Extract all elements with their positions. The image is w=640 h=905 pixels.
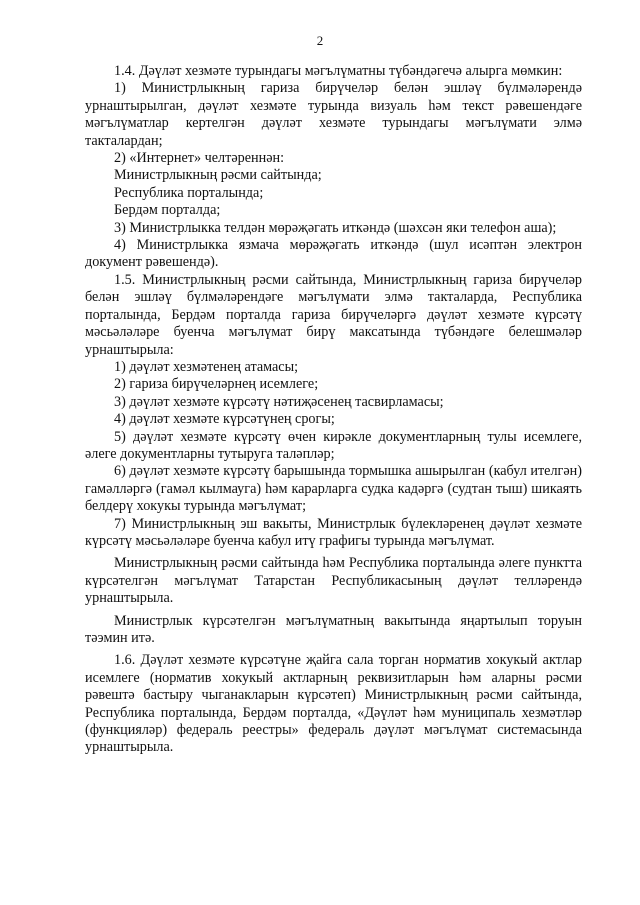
list-item-official-site: Министрлыкның рәсми сайтында;: [114, 167, 322, 184]
info-item-4: 4) дәүләт хезмәте күрсәтүнең срогы;: [114, 411, 335, 428]
info-item-5: 5) дәүләт хезмәте күрсәтү өчен кирәкле документларның тулы исемлеге, әлеге документларны тутыруга таләпләр;: [85, 428, 582, 462]
paragraph-1-6: 1.6. Дәүләт хезмәте күрсәтүне җайга сала торган норматив хокукый актлар исемлеге (норматив хокукый актларның реквизитларын һәм аларны рәсми рәвештә бастыру чыганакларын күрсәтеп) Министрлыкның рәсми сайтында, Республика порталында, Бердәм порталда, «Дәүләт һәм муниципаль хезмәтләр (функцияләр) федераль реестры» федераль дәүләт мәгълүмат системасында урнаштырыла.: [85, 652, 582, 756]
list-item-3: 3) Министрлыкка телдән мөрәҗәгать иткәндә (шәхсән яки телефон аша);: [114, 219, 557, 236]
page-number: 2: [316, 33, 324, 48]
document-body: [85, 63, 582, 757]
list-item-4: 4) Министрлыкка язмача мөрәҗәгать иткәндә (шул исәптән электрон документ рәвешендә).: [85, 237, 582, 271]
paragraph-1-5: 1.5. Министрлыкның рәсми сайтында, Министрлыкның гариза бирүчеләр белән эшләү бүлмәләрендәге мәгълүмати элмә такталарда, Республика порталында, Бердәм порталда гариза бирүчеләргә дәүләт хезмәте күрсәтү мәсьәләләре буенча мәгълүмат бирү максатында түбәндәге белешмәләр урнаштырыла:: [85, 271, 582, 358]
info-item-1: 1) дәүләт хезмәтенең атамасы;: [114, 358, 299, 375]
paragraph-1-4: 1.4. Дәүләт хезмәте турындагы мәгълүматны түбәндәгечә алырга мөмкин:: [114, 63, 563, 79]
info-item-3: 3) дәүләт хезмәте күрсәтү нәтиҗәсенең тасвирламасы;: [114, 393, 444, 410]
info-item-7: 7) Министрлыкның эш вакыты, Министрлык бүлекләренең дәүләт хезмәте күрсәтү мәсьәләләре буенча кабул итү графигы турында мәгълүмат.: [85, 515, 582, 549]
info-item-6: 6) дәүләт хезмәте күрсәтү барышында тормышка ашырылган (кабул ителгән) гамәлләргә (гамәл кылмауга) һәм карарларга судка кадәргә (судтан тыш) шикаять белдерү хокукы турында мәгълүмат;: [85, 463, 582, 515]
list-item-2: 2) «Интернет» челтәреннән:: [114, 150, 285, 167]
paragraph-updates: Министрлык күрсәтелгән мәгълүматның вакытында яңартылып торуын тәэмин итә.: [85, 612, 582, 646]
list-item-1: 1) Министрлыкның гариза бирүчеләр белән эшләү бүлмәләрендә урнаштырылган, дәүләт хезмәте турында визуаль һәм текст рәвешендәге мәгълүматлар кертелгән дәүләт хезмәте турындагы мәгълүмати элмә такталардан;: [85, 80, 582, 149]
info-item-2: 2) гариза бирүчеләрнең исемлеге;: [114, 376, 319, 393]
paragraph-state-languages: Министрлыкның рәсми сайтында һәм Республика порталында әлеге пунктта күрсәтелгән мәгълүмат Татарстан Республикасының дәүләт телләрендә урнаштырыла.: [85, 555, 582, 607]
list-item-republic-portal: Республика порталында;: [114, 184, 264, 201]
list-item-unified-portal: Бердәм порталда;: [114, 202, 221, 219]
